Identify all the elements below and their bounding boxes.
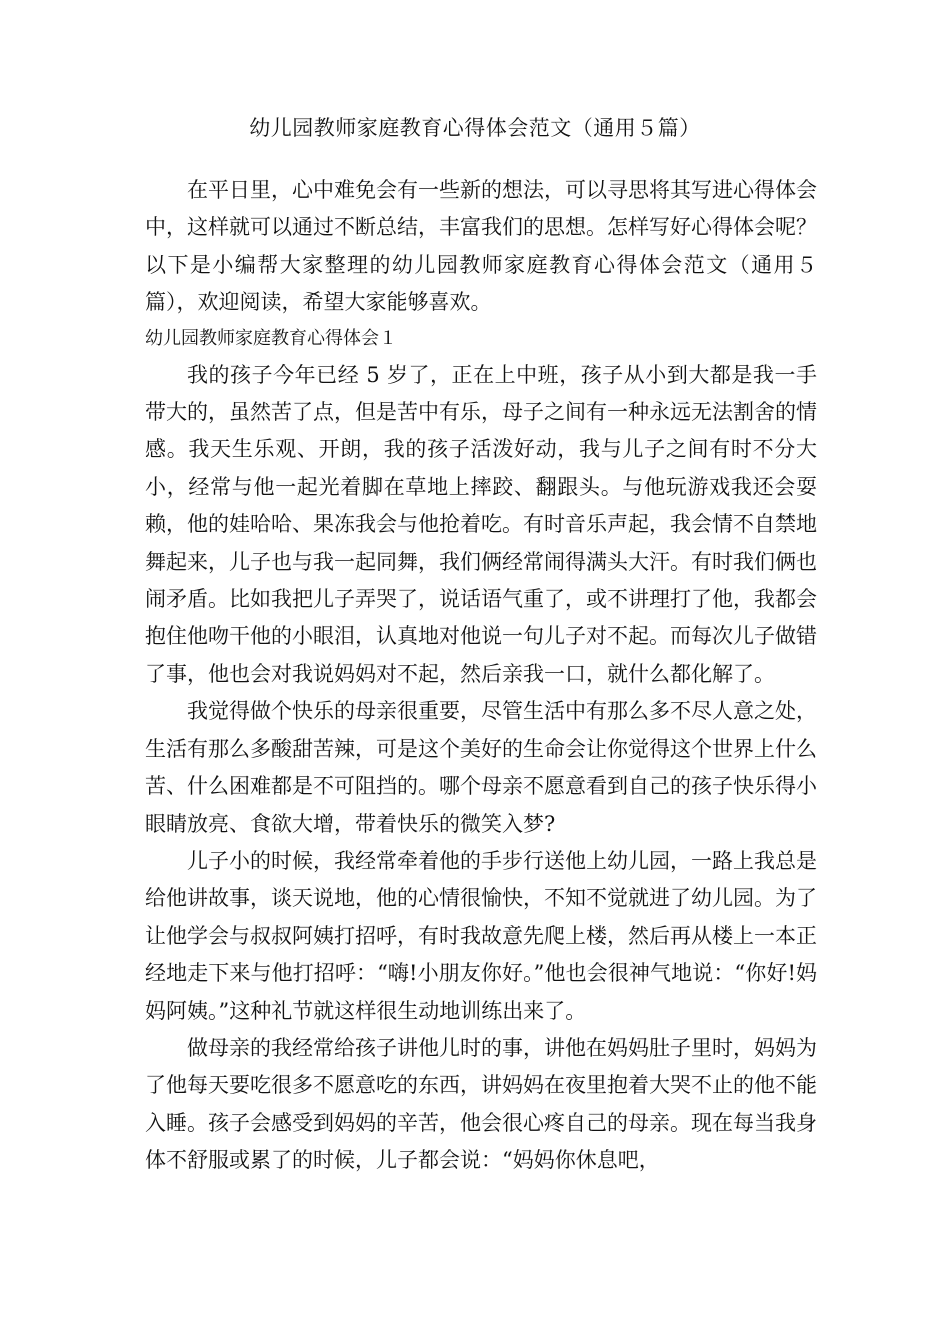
body-paragraph: 我觉得做个快乐的母亲很重要，尽管生活中有那么多不尽人意之处，生活有那么多酸甜苦辣，可是这个美好的生命会让你觉得这个世界上什么苦、什么困难都是不可阻挡的。哪个母亲不愿意看到自己的孩子快乐得小眼睛放亮、食欲大增，带着快乐的微笑入梦?: [145, 699, 817, 836]
body-paragraph: 我的孩子今年已经 5 岁了，正在上中班，孩子从小到大都是我一手带大的，虽然苦了点，但是苦中有乐，母子之间有一种永远无法割舍的情感。我天生乐观、开朗，我的孩子活泼好动，我与儿子之间有时不分大小，经常与他一起光着脚在草地上摔跤、翻跟头。与他玩游戏我还会耍赖，他的娃哈哈、果冻我会与他抢着吃。有时音乐声起，我会情不自禁地舞起来，儿子也与我一起同舞，我们俩经常闹得满头大汗。有时我们俩也闹矛盾。比如我把儿子弄哭了，说话语气重了，或不讲理打了他，我都会抱住他吻干他的小眼泪，认真地对他说一句儿子对不起。而每次儿子做错了事，他也会对我说妈妈对不起，然后亲我一口，就什么都化解了。: [145, 362, 817, 686]
intro-paragraph: 在平日里，心中难免会有一些新的想法，可以寻思将其写进心得体会中，这样就可以通过不断总结，丰富我们的思想。怎样写好心得体会呢？以下是小编帮大家整理的幼儿园教师家庭教育心得体会范文（通用５篇），欢迎阅读，希望大家能够喜欢。: [145, 178, 817, 315]
document-body: [145, 172, 817, 1180]
body-paragraph: 儿子小的时候，我经常牵着他的手步行送他上幼儿园，一路上我总是给他讲故事，谈天说地，他的心情很愉快，不知不觉就进了幼儿园。为了让他学会与叔叔阿姨打招呼，有时我故意先爬上楼，然后再从楼上一本正经地走下来与他打招呼：“嗨!小朋友你好。”他也会很神气地说：“你好!妈妈阿姨。”这种礼节就这样很生动地训练出来了。: [145, 848, 817, 1023]
section-heading: 幼儿园教师家庭教育心得体会１: [145, 327, 397, 349]
body-paragraph: 做母亲的我经常给孩子讲他儿时的事，讲他在妈妈肚子里时，妈妈为了他每天要吃很多不愿意吃的东西，讲妈妈在夜里抱着大哭不止的他不能入睡。孩子会感受到妈妈的辛苦，他会很心疼自己的母亲。现在每当我身体不舒服或累了的时候，儿子都会说：“妈妈你休息吧，: [145, 1035, 817, 1173]
document-title: 幼儿园教师家庭教育心得体会范文（通用５篇）: [249, 116, 701, 140]
